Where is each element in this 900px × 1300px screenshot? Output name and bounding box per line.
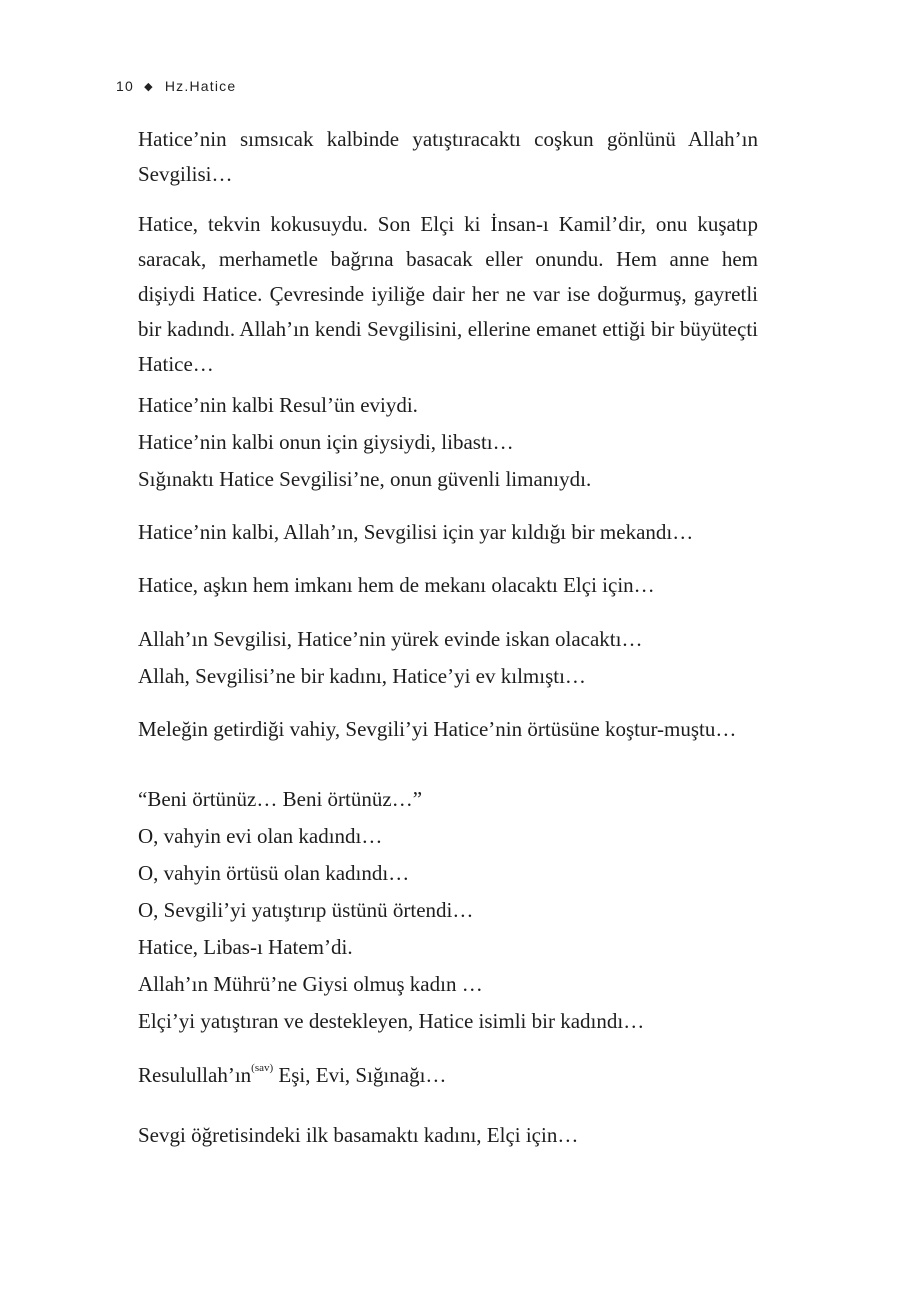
line-8: “Beni örtünüz… Beni örtünüz…” bbox=[138, 787, 423, 811]
line-3: Sığınaktı Hatice Sevgilisi’ne, onun güvenli limanıydı. bbox=[138, 467, 592, 491]
paragraph-2: Hatice, tekvin kokusuydu. Son Elçi ki İnsan-ı Kamil’dir, onu kuşatıp saracak, merhametle bağrına basacak eller onundu. Hem anne hem dişiydi Hatice. Çevresinde iyiliğe dair her ne var ise doğurmuş, gayretli bir kadındı. Allah’ın kendi Sevgilisini, ellerine emanet ettiği bir büyüteçti Hatice… bbox=[138, 212, 758, 376]
line-13: Allah’ın Mührü’ne Giysi olmuş kadın … bbox=[138, 972, 483, 996]
line-14: Elçi’yi yatıştıran ve destekleyen, Hatice isimli bir kadındı… bbox=[138, 1009, 645, 1033]
line-2: Hatice’nin kalbi onun için giysiydi, libastı… bbox=[138, 430, 514, 454]
line-5: Hatice, aşkın hem imkanı hem de mekanı olacaktı Elçi için… bbox=[138, 573, 655, 597]
line-9: O, vahyin evi olan kadındı… bbox=[138, 824, 383, 848]
line-15-rest: Eşi, Evi, Sığınağı… bbox=[273, 1063, 447, 1087]
book-title: Hz.Hatice bbox=[164, 78, 237, 94]
page-number: 10 bbox=[116, 78, 134, 94]
line-12: Hatice, Libas-ı Hatem’di. bbox=[138, 935, 353, 959]
line-1: Hatice’nin kalbi Resul’ün eviydi. bbox=[138, 393, 418, 417]
line-4: Hatice’nin kalbi, Allah’ın, Sevgilisi için yar kıldığı bir mekandı… bbox=[138, 520, 694, 544]
line-6: Allah’ın Sevgilisi, Hatice’nin yürek evinde iskan olacaktı… bbox=[138, 627, 643, 651]
line-16: Sevgi öğretisindeki ilk basamaktı kadını, Elçi için… bbox=[138, 1123, 579, 1147]
diamond-separator-icon: ◆ bbox=[144, 81, 154, 93]
line-15-text: Resulullah’ın bbox=[138, 1063, 252, 1087]
paragraph-3: Meleğin getirdiği vahiy, Sevgili’yi Hatice’nin örtüsüne koştur-muştu… bbox=[138, 717, 737, 741]
line-11: O, Sevgili’yi yatıştırıp üstünü örtendi… bbox=[138, 898, 474, 922]
line-10: O, vahyin örtüsü olan kadındı… bbox=[138, 861, 410, 885]
line-7: Allah, Sevgilisi’ne bir kadını, Hatice’yi ev kılmıştı… bbox=[138, 664, 586, 688]
sav-superscript: (sav) bbox=[251, 1062, 274, 1074]
running-header bbox=[116, 78, 236, 94]
line-15 bbox=[138, 1058, 758, 1093]
paragraph-1: Hatice’nin sımsıcak kalbinde yatıştıracaktı coşkun gönlünü Allah’ın Sevgilisi… bbox=[138, 127, 758, 186]
